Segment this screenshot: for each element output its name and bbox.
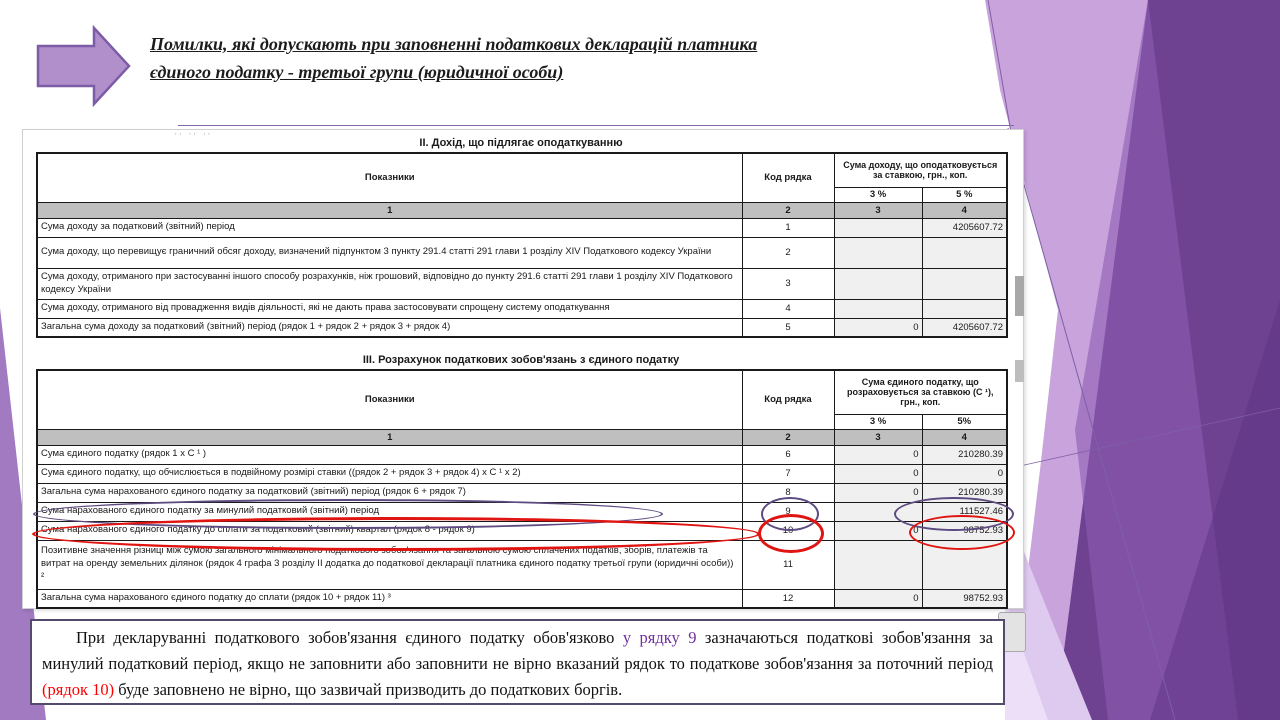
row-label: Сума доходу за податковий (звітний) період: [37, 218, 742, 237]
table-row: [37, 589, 1007, 608]
row-label: Сума доходу, отриманого від провадження видів діяльності, які не дають права застосовувати спрощену систему оподаткування: [37, 299, 742, 318]
col-header-suma: Сума єдиного податку, що розраховується за ставкою (С ¹), грн., коп.: [834, 370, 1007, 414]
section3-table: [36, 369, 1008, 609]
table-row: [37, 464, 1007, 483]
row-label: Сума єдиного податку (рядок 1 х С ¹ ): [37, 445, 742, 464]
row-label: Сума доходу, отриманого при застосуванні іншого способу розрахунків, ніж грошовий, відповідно до пункту 291.6 статті 291 глави 1 розділу XIV Податкового кодексу України: [37, 268, 742, 299]
note-segment-row9: у рядку 9: [622, 628, 697, 647]
row-code: 3: [742, 268, 834, 299]
note-segment: При декларуванні податкового зобов'язання єдиного податку обов'язково: [76, 628, 623, 647]
row-value-3pct: [834, 502, 922, 521]
row-code: 7: [742, 464, 834, 483]
col-header-rate3: 3 %: [834, 187, 922, 202]
table-row-10-highlighted: [37, 521, 1007, 540]
row-code: 4: [742, 299, 834, 318]
row-value-5pct: [922, 268, 1007, 299]
row-code: 6: [742, 445, 834, 464]
row-code: 12: [742, 589, 834, 608]
section2-title: II. Дохід, що підлягає оподаткуванню: [419, 137, 623, 149]
table-row: [37, 268, 1007, 299]
row-code: 10: [742, 521, 834, 540]
row-label: Сума єдиного податку, що обчислюється в подвійному розмірі ставки ((рядок 2 + рядок 3 + рядок 4) х С ¹ х 2): [37, 464, 742, 483]
row-value-3pct: 0: [834, 445, 922, 464]
row-code: 5: [742, 318, 834, 337]
col-number: 2: [742, 429, 834, 445]
row-label: Позитивне значення різниці між сумою загального мінімального податкового зобов'язання та загальною сумою сплачених податків, зборів, платежів та витрат на оренду земельних ділянок (рядок 4 графа 3 розділу II додатка до податкової декларації платника єдиного податку третьої групи (юридичні особи)) ²: [37, 540, 742, 589]
col-number: 3: [834, 429, 922, 445]
row-value-5pct: [922, 540, 1007, 589]
row-value-3pct: [834, 237, 922, 268]
row-value-3pct: [834, 299, 922, 318]
row-value-3pct: [834, 540, 922, 589]
row-value-5pct: 210280.39: [922, 483, 1007, 502]
screenshot-artifact-marks: '' '' '': [175, 132, 213, 141]
row-label: Загальна сума нарахованого єдиного податку за податковий (звітний) період (рядок 6 + рядок 7): [37, 483, 742, 502]
row-value-5pct: [922, 299, 1007, 318]
row-value-5pct: 0: [922, 464, 1007, 483]
row-value-5pct: 210280.39: [922, 445, 1007, 464]
row-value-5pct: [922, 237, 1007, 268]
row-label: Сума нарахованого єдиного податку за минулий податковий (звітний) період: [37, 502, 742, 521]
explanation-note-box: [30, 619, 1005, 705]
tax-form-screenshot-panel: [22, 129, 1024, 609]
section2-table: [36, 152, 1008, 338]
col-header-kod-ryadka: Код рядка: [742, 370, 834, 429]
table-row: [37, 445, 1007, 464]
row-label: Сума нарахованого єдиного податку до сплати за податковий (звітний) квартал (рядок 8 - рядок 9): [37, 521, 742, 540]
col-header-rate3: 3 %: [834, 414, 922, 429]
row-value-3pct: 0: [834, 318, 922, 337]
col-header-pokaznyky: Показники: [37, 153, 742, 202]
row-value-5pct: 4205607.72: [922, 318, 1007, 337]
table-row: [37, 540, 1007, 589]
row-value-3pct: [834, 268, 922, 299]
decorative-divider-line: [178, 125, 1014, 126]
table-row: [37, 237, 1007, 268]
slide-title: [150, 30, 980, 86]
screenshot-scrollbar-remnant: [1015, 360, 1024, 382]
col-number: 1: [37, 429, 742, 445]
col-number: 1: [37, 202, 742, 218]
col-number: 2: [742, 202, 834, 218]
row-code: 9: [742, 502, 834, 521]
table-row: [37, 299, 1007, 318]
row-code: 11: [742, 540, 834, 589]
block-arrow-icon: [36, 24, 132, 113]
row-label: Сума доходу, що перевищує граничний обсяг доходу, визначений підпунктом 3 пункту 291.4 статті 291 глави 1 розділу XIV Податкового кодексу України: [37, 237, 742, 268]
col-header-suma: Сума доходу, що оподатковується за ставкою, грн., коп.: [834, 153, 1007, 187]
row-value-3pct: 0: [834, 464, 922, 483]
row-code: 8: [742, 483, 834, 502]
col-number: 4: [922, 429, 1007, 445]
col-header-rate5: 5 %: [922, 187, 1007, 202]
table-row: [37, 483, 1007, 502]
note-segment-row10: (рядок 10): [42, 680, 115, 699]
table-row: [37, 318, 1007, 337]
slide-title-line1: Помилки, які допускають при заповненні податкових декларацій платника: [150, 34, 758, 54]
row-code: 2: [742, 237, 834, 268]
col-header-kod-ryadka: Код рядка: [742, 153, 834, 202]
row-value-5pct: 4205607.72: [922, 218, 1007, 237]
slide-title-line2: єдиного податку - третьої групи (юридичної особи): [150, 62, 564, 82]
col-header-pokaznyky: Показники: [37, 370, 742, 429]
col-number: 3: [834, 202, 922, 218]
table-row-9-highlighted: [37, 502, 1007, 521]
screenshot-scrollbar-remnant: [1015, 276, 1024, 316]
row-label: Загальна сума доходу за податковий (звітний) період (рядок 1 + рядок 2 + рядок 3 + рядок 4): [37, 318, 742, 337]
row-value-5pct: 111527.46: [922, 502, 1007, 521]
row-value-3pct: 0: [834, 589, 922, 608]
row-value-3pct: 0: [834, 483, 922, 502]
row-value-3pct: 0: [834, 521, 922, 540]
col-number: 4: [922, 202, 1007, 218]
note-segment: буде заповнено не вірно, що зазвичай призводить до податкових боргів.: [114, 680, 623, 699]
table-row: [37, 218, 1007, 237]
row-code: 1: [742, 218, 834, 237]
section3-title: III. Розрахунок податкових зобов'язань з єдиного податку: [362, 354, 680, 366]
row-value-5pct: 98752.93: [922, 521, 1007, 540]
row-value-3pct: [834, 218, 922, 237]
row-label: Загальна сума нарахованого єдиного податку до сплати (рядок 10 + рядок 11) ³: [37, 589, 742, 608]
col-header-rate5: 5%: [922, 414, 1007, 429]
explanation-text: [42, 625, 993, 703]
row-value-5pct: 98752.93: [922, 589, 1007, 608]
note-segment: зазначаються податкові зобов'язання за минулий податковий період, якщо не заповнити або заповнити не вірно вказаний рядок то податкове зобов'язання за поточний період: [42, 628, 993, 673]
